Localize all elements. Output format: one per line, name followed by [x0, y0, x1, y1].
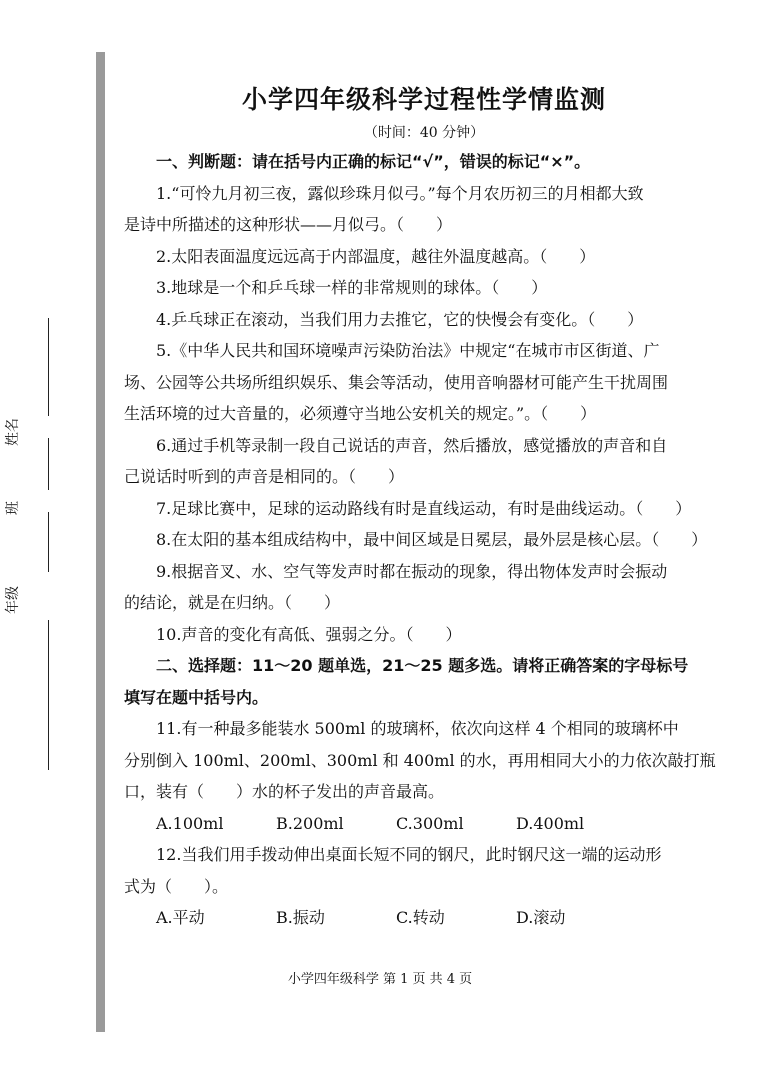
exam-title: 小学四年级科学过程性学情监测 [241, 85, 606, 114]
question-1-line-1: 1.“可怜九月初三夜，露似珍珠月似弓。”每个月农历初三的月相都大致 [156, 183, 644, 203]
q12-option-d[interactable]: D.滚动 [516, 908, 566, 927]
question-6-line-1: 6.通过手机等录制一段自己说话的声音，然后播放，感觉播放的声音和自 [156, 435, 668, 455]
question-8: 8.在太阳的基本组成结构中，最中间区域是日冕层，最外层是核心层。（ ） [156, 530, 708, 549]
q12-option-c[interactable]: C.转动 [396, 908, 445, 927]
q11-option-b[interactable]: B.200ml [276, 813, 344, 833]
question-9-line-2: 的结论，就是在归纳。（ ） [124, 593, 341, 612]
name-blank-line[interactable] [48, 318, 49, 416]
class-label: 班 [5, 501, 21, 515]
question-10: 10.声音的变化有高低、强弱之分。（ ） [156, 624, 462, 644]
section1-heading: 一、判断题：请在括号内正确的标记“√”，错误的标记“×”。 [156, 152, 591, 171]
q11-option-c[interactable]: C.300ml [396, 813, 464, 833]
question-5-line-1: 5.《中华人民共和国环境噪声污染防治法》中规定“在城市市区街道、广 [156, 341, 660, 360]
q11-option-a[interactable]: A.100ml [156, 813, 224, 833]
question-11-options [124, 808, 724, 840]
section-true-false [124, 146, 724, 650]
exam-time: （时间：40 分钟） [363, 125, 485, 141]
question-4: 4.乒乓球正在滚动，当我们用力去推它，它的快慢会有变化。（ ） [156, 309, 644, 329]
q12-option-b[interactable]: B.振动 [276, 908, 325, 927]
question-12-options [124, 902, 724, 934]
question-6-line-2: 己说话时听到的声音是相同的。（ ） [124, 467, 405, 486]
page-footer: 小学四年级科学 第 1 页 共 4 页 [287, 972, 473, 987]
question-2: 2.太阳表面温度远远高于内部温度，越往外温度越高。（ ） [156, 246, 596, 266]
name-label: 姓名 [5, 418, 21, 446]
section2-heading-line-1: 二、选择题：11～20 题单选，21～25 题多选。请将正确答案的字母标号 [156, 656, 689, 675]
exam-content [124, 80, 724, 934]
question-11-line-2: 分别倒入 100ml、200ml、300ml 和 400ml 的水，再用相同大小的力依次敲打瓶 [124, 750, 716, 770]
section-multiple-choice [124, 650, 724, 934]
grade-blank-line[interactable] [48, 512, 49, 572]
question-12-line-2: 式为（ ）。 [124, 876, 229, 896]
grade-label: 年级 [5, 586, 21, 614]
q12-option-a[interactable]: A.平动 [156, 908, 205, 927]
question-3: 3.地球是一个和乒乓球一样的非常规则的球体。（ ） [156, 278, 548, 297]
question-11-line-3: 口，装有（ ）水的杯子发出的声音最高。 [124, 782, 445, 801]
question-7: 7.足球比赛中，足球的运动路线有时是直线运动，有时是曲线运动。（ ） [156, 498, 692, 518]
question-12-line-1: 12.当我们用手拨动伸出桌面长短不同的钢尺，此时钢尺这一端的运动形 [156, 845, 662, 864]
binding-margin-bar [96, 52, 105, 1032]
question-5-line-3: 生活环境的过大音量的，必须遵守当地公安机关的规定。”。（ ） [124, 404, 597, 423]
q11-option-d[interactable]: D.400ml [516, 813, 585, 833]
question-9-line-1: 9.根据音叉、水、空气等发声时都在振动的现象，得出物体发声时会振动 [156, 561, 668, 581]
class-blank-line[interactable] [48, 438, 49, 490]
section2-heading-line-2: 填写在题中括号内。 [124, 687, 269, 707]
question-11-line-1: 11.有一种最多能装水 500ml 的玻璃杯，依次向这样 4 个相同的玻璃杯中 [156, 719, 679, 738]
question-5-line-2: 场、公园等公共场所组织娱乐、集会等活动，使用音响器材可能产生干扰周围 [124, 372, 669, 392]
extra-blank-line [48, 620, 49, 770]
question-1-line-2: 是诗中所描述的这种形状——月似弓。（ ） [124, 215, 453, 234]
